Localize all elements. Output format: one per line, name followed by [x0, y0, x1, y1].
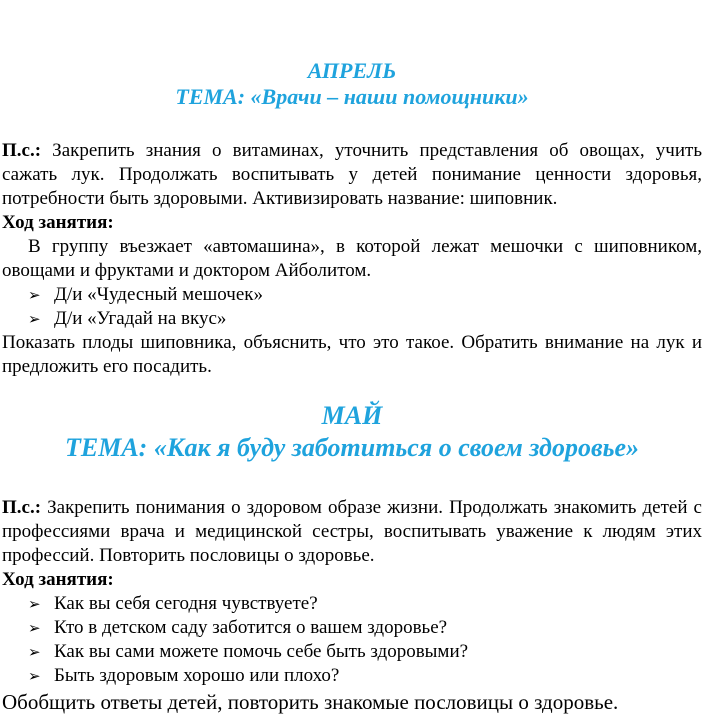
may-goal-text: Закрепить понимания о здоровом образе жизни. Продолжать знакомить детей с профессиями врача и медицинской сестры, воспитывать уважение к людям этих профессий. Повторить пословицы о здоровье.: [2, 497, 702, 566]
april-closing-paragraph: Показать плоды шиповника, объяснить, что это такое. Обратить внимание на лук и предложить его посадить.: [2, 332, 702, 377]
april-goal-label: П.с.:: [2, 140, 42, 161]
may-course-label: Ход занятия:: [2, 569, 114, 590]
arrow-bullet-icon: ➢: [28, 619, 41, 637]
may-goal-paragraph: [2, 496, 702, 568]
arrow-bullet-icon: ➢: [28, 286, 41, 304]
list-item: ➢ Д/и «Чудесный мешочек»: [28, 284, 263, 305]
april-heading-block: [0, 58, 704, 111]
april-body: [2, 139, 702, 379]
may-heading-block: [0, 400, 704, 464]
arrow-bullet-icon: ➢: [28, 595, 41, 613]
arrow-bullet-icon: ➢: [28, 310, 41, 328]
list-item: ➢ Д/и «Угадай на вкус»: [28, 308, 227, 329]
may-month-title: МАЙ: [321, 401, 383, 430]
list-item: ➢ Как вы сами можете помочь себе быть здоровыми?: [28, 641, 469, 662]
april-goal-text: Закрепить знания о витаминах, уточнить представления об овощах, учить сажать лук. Продолжать воспитывать у детей понимание ценности здоровья, потребности быть здоровыми. Активизировать название: шиповник.: [2, 140, 702, 209]
april-activity-list: [2, 283, 702, 331]
april-theme-title: ТЕМА: «Врачи – наши помощники»: [175, 84, 529, 110]
may-question-list: [2, 592, 702, 688]
april-course-text: В группу въезжает «автомашина», в которой лежат мешочки с шиповником, овощами и фруктами и доктором Айболитом.: [2, 236, 702, 281]
may-theme-title: ТЕМА: «Как я буду заботиться о своем здоровье»: [65, 433, 639, 462]
april-course-label: Ход занятия:: [2, 212, 114, 233]
april-goal-paragraph: [2, 139, 702, 211]
list-item: ➢ Быть здоровым хорошо или плохо?: [28, 665, 340, 686]
list-item: ➢ Кто в детском саду заботится о вашем здоровье?: [28, 617, 448, 638]
may-goal-label: П.с.:: [2, 497, 42, 518]
arrow-bullet-icon: ➢: [28, 667, 41, 685]
may-body: [2, 496, 702, 716]
arrow-bullet-icon: ➢: [28, 643, 41, 661]
list-item: ➢ Как вы себя сегодня чувствуете?: [28, 593, 318, 614]
may-closing-paragraph: Обобщить ответы детей, повторить знакомые пословицы о здоровье.: [2, 690, 619, 714]
april-month-title: АПРЕЛЬ: [307, 58, 397, 83]
